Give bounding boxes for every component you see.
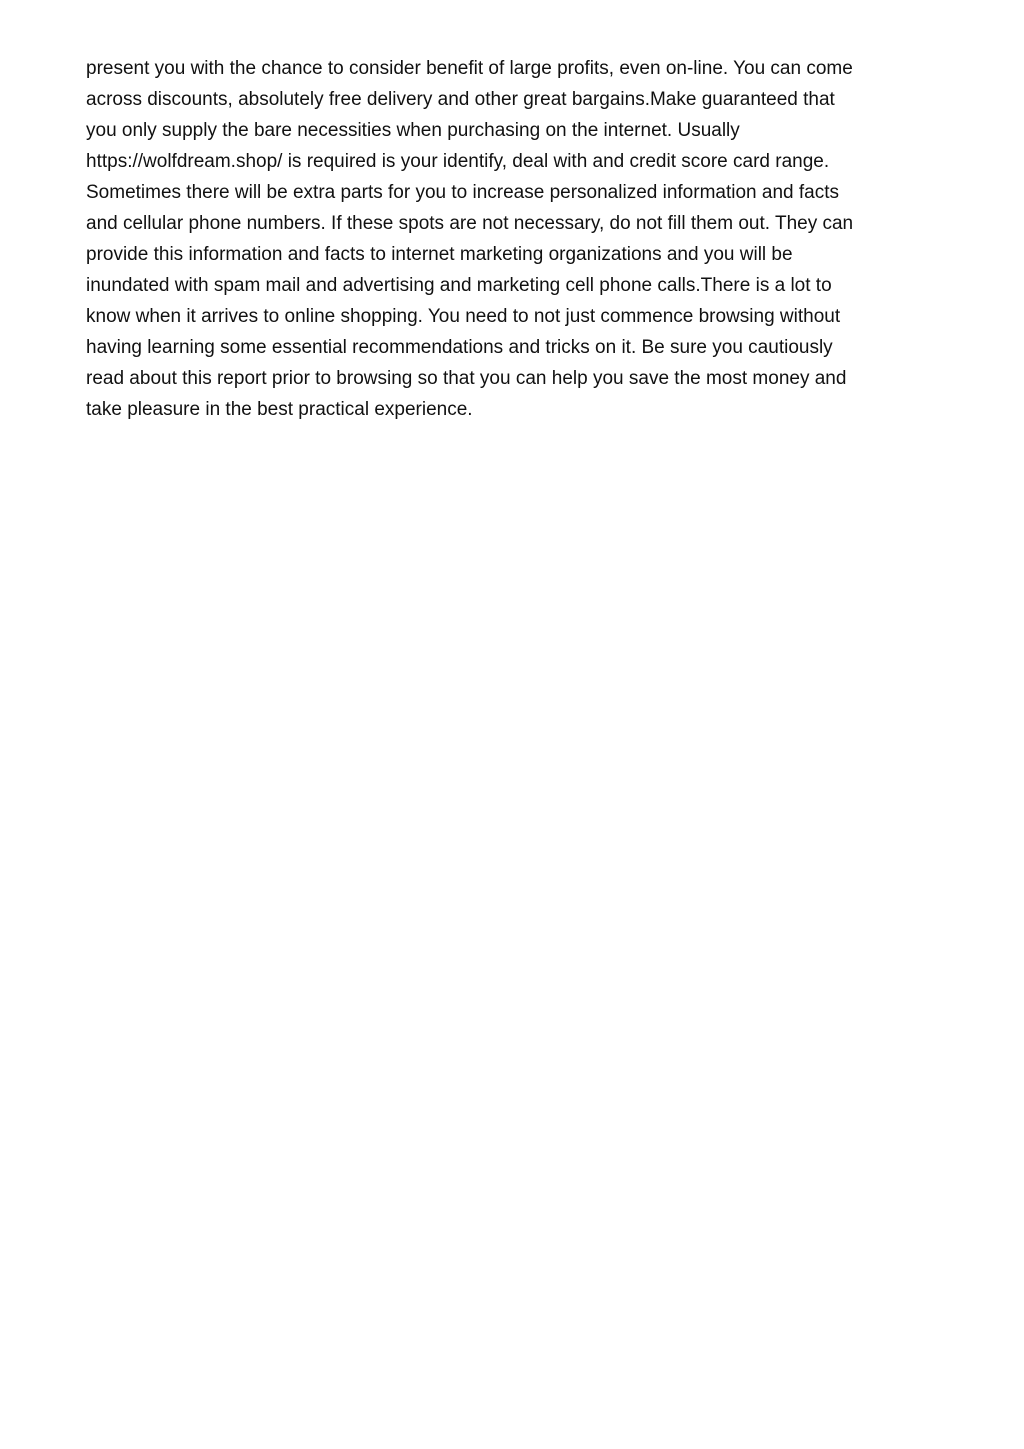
paragraph-line: inundated with spam mail and advertising and marketing cell phone calls.There is a lot to	[86, 275, 832, 296]
paragraph-line: present you with the chance to consider benefit of large profits, even on-line. You can come	[86, 58, 853, 79]
paragraph-line: take pleasure in the best practical experience.	[86, 399, 473, 420]
paragraph-line: and cellular phone numbers. If these spots are not necessary, do not fill them out. They can	[86, 213, 854, 234]
paragraph-line: you only supply the bare necessities when purchasing on the internet. Usually	[86, 120, 740, 141]
paragraph-line: Sometimes there will be extra parts for you to increase personalized information and facts	[86, 182, 839, 203]
paragraph-line: across discounts, absolutely free delivery and other great bargains.Make guaranteed that	[86, 89, 835, 110]
paragraph-line: provide this information and facts to internet marketing organizations and you will be	[86, 244, 793, 265]
body-paragraph	[86, 53, 936, 425]
paragraph-line: know when it arrives to online shopping. You need to not just commence browsing without	[86, 306, 841, 327]
paragraph-line: read about this report prior to browsing so that you can help you save the most money and	[86, 368, 847, 389]
paragraph-line: https://wolfdream.shop/ is required is your identify, deal with and credit score card range.	[86, 151, 830, 172]
paragraph-line: having learning some essential recommendations and tricks on it. Be sure you cautiously	[86, 337, 833, 358]
